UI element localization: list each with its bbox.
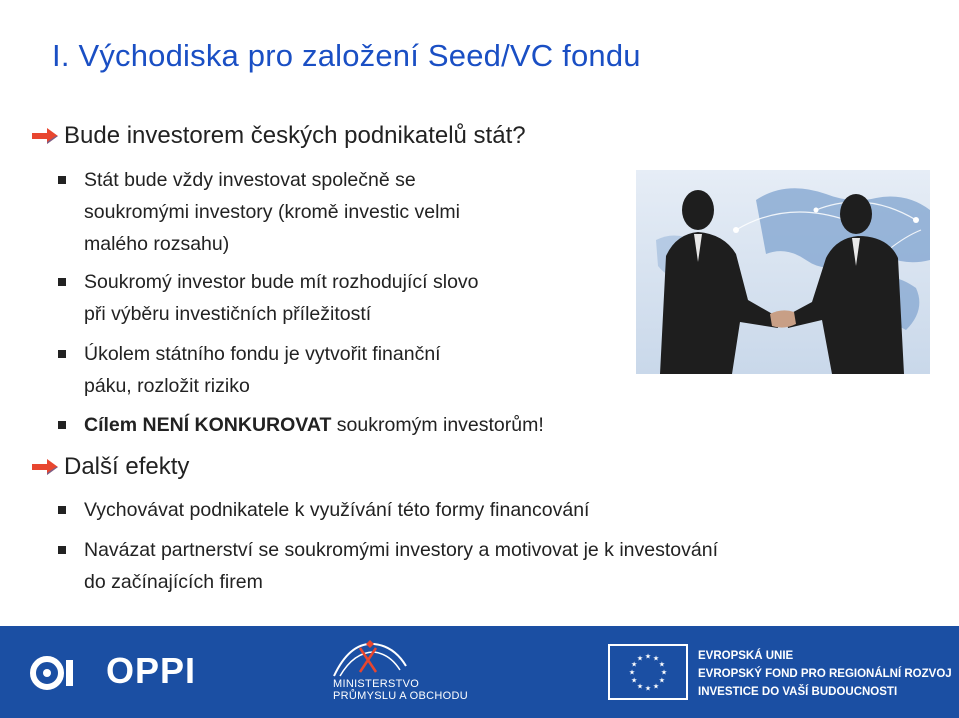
bullet-6 [84,534,718,598]
bullet-1 [84,164,460,260]
ministry-line-1: MINISTERSTVO [333,678,420,690]
oppi-logo-icon [30,654,82,692]
square-bullet-icon [58,176,66,184]
bullet-3-line-1: Úkolem státního fondu je vytvořit finanční [84,343,441,365]
arrow-right-icon [30,127,60,145]
eu-star-icon: ★ [658,661,665,669]
section-heading-2 [30,453,189,481]
bullet-4 [84,409,544,441]
mpo-logo-icon [330,638,410,678]
eu-star-icon: ★ [644,653,652,661]
eu-line-2: EVROPSKÝ FOND PRO REGIONÁLNÍ ROZVOJ [698,668,952,680]
bullet-4-rest: soukromým investorům! [331,414,544,436]
section-heading-2-text: Další efekty [64,453,190,480]
square-bullet-icon [58,278,66,286]
eu-line-3: INVESTICE DO VAŠÍ BUDOUCNOSTI [698,686,898,698]
bullet-2-line-2: při výběru investičních příležitostí [84,303,372,325]
bullet-2 [84,266,479,330]
bullet-4-bold: Cílem NENÍ KONKUROVAT [84,414,332,436]
eu-star-icon: ★ [652,683,660,691]
eu-line-1: EVROPSKÁ UNIE [698,650,794,662]
section-heading-1 [30,122,526,150]
eu-star-icon: ★ [636,655,644,663]
bullet-5 [84,494,589,526]
eu-star-icon: ★ [636,683,644,691]
bullet-6-line-2: do začínajících firem [84,571,263,593]
eu-star-icon: ★ [652,655,660,663]
square-bullet-icon [58,506,66,514]
square-bullet-icon [58,421,66,429]
bullet-5-line-1: Vychovávat podnikatele k využívání této formy financování [84,499,590,521]
eu-star-icon: ★ [631,677,638,685]
eu-star-icon: ★ [631,661,638,669]
slide-title: I. Východiska pro založení Seed/VC fondu [52,38,641,73]
bullet-6-line-1: Navázat partnerství se soukromými investory a motivovat je k investování [84,539,718,561]
handshake-image [636,170,930,374]
eu-flag-icon [608,644,688,700]
eu-star-icon: ★ [658,677,665,685]
bullet-3-line-2: páku, rozložit riziko [84,375,250,397]
ministry-line-2: PRŮMYSLU A OBCHODU [333,690,468,702]
eu-star-icon: ★ [660,669,668,677]
bullet-4-line [84,409,544,441]
bullet-1-line-1: Stát bude vždy investovat společně se [84,169,416,191]
eu-star-icon: ★ [628,669,636,677]
bullet-1-line-2: soukromými investory (kromě investic velmi [84,201,460,223]
oppi-label: OPPI [106,650,197,691]
eu-star-icon: ★ [644,685,652,693]
bullet-2-line-1: Soukromý investor bude mít rozhodující slovo [84,271,479,293]
section-heading-1-text: Bude investorem českých podnikatelů stát? [64,122,526,149]
arrow-right-icon [30,458,60,476]
footer-bar [0,626,959,718]
bullet-1-line-3: malého rozsahu) [84,233,230,255]
bullet-3 [84,338,441,402]
square-bullet-icon [58,546,66,554]
square-bullet-icon [58,350,66,358]
